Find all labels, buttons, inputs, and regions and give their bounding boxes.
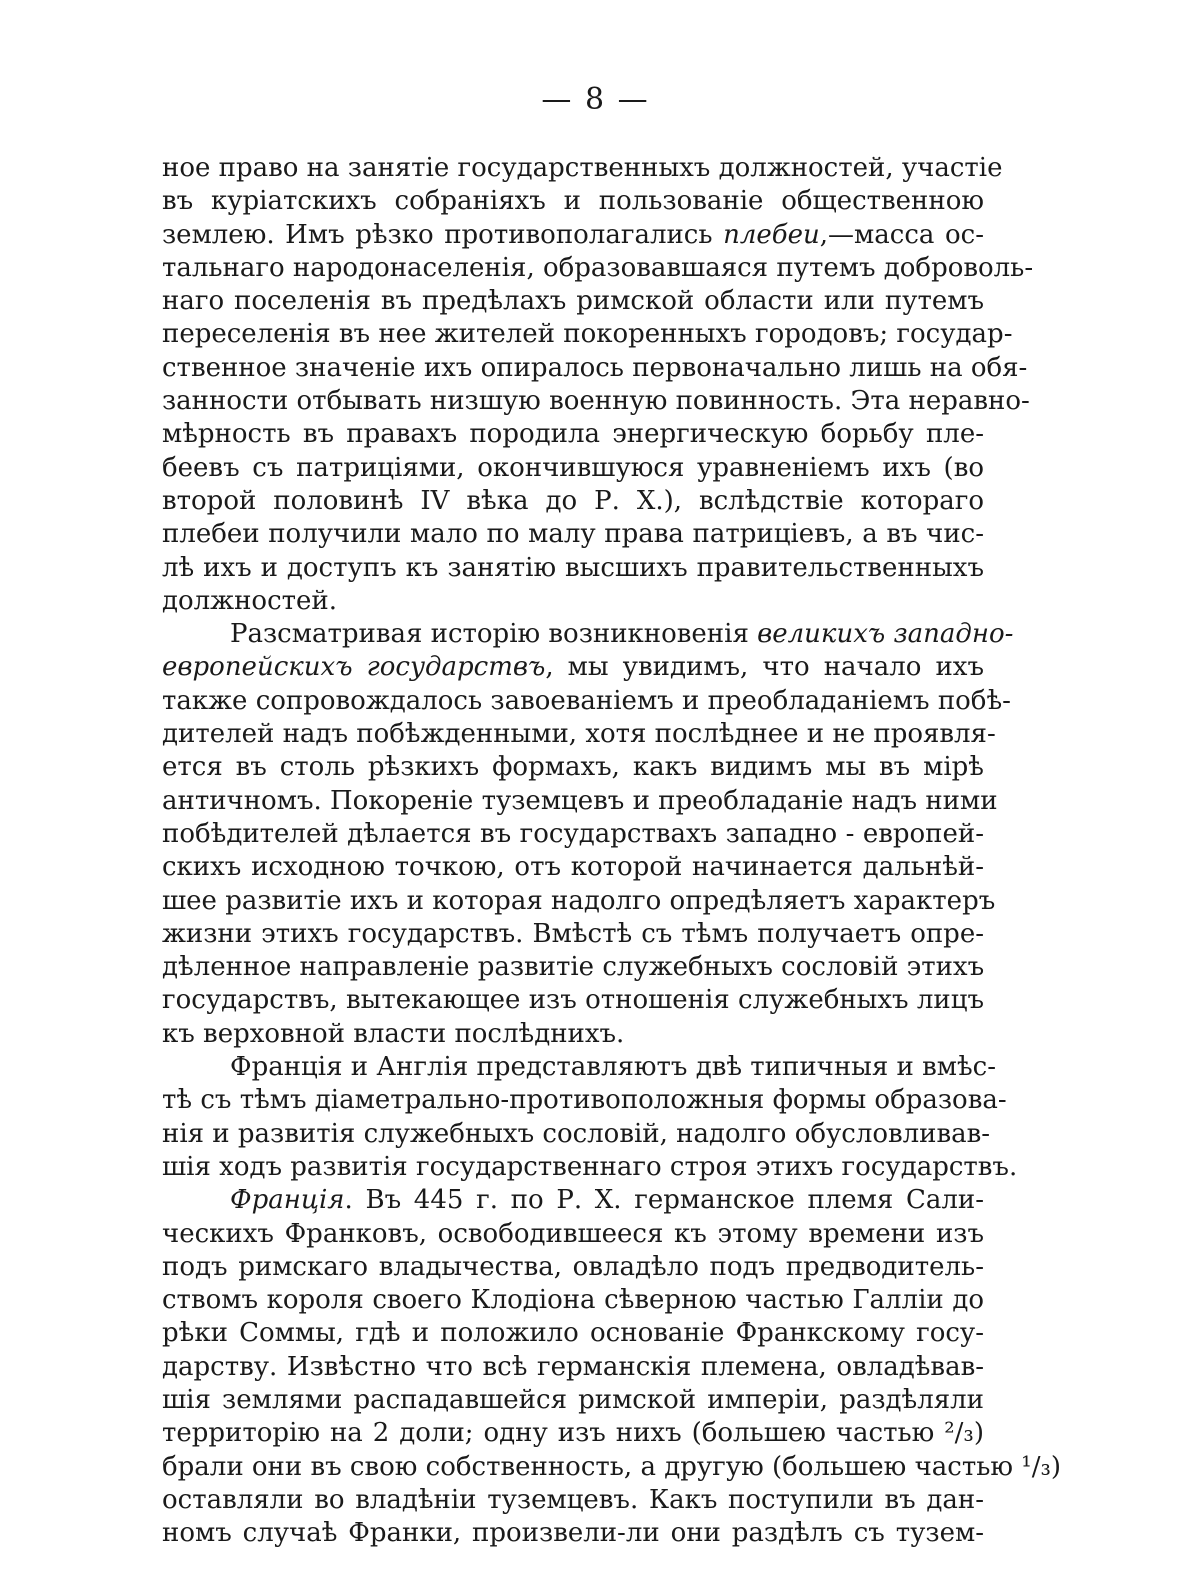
text-line <box>162 618 1014 651</box>
text-line <box>162 1051 997 1084</box>
text-line <box>162 1351 984 1384</box>
text-line <box>162 851 984 884</box>
text-line <box>162 552 984 585</box>
text-line <box>162 951 984 984</box>
text-segment: землею. Имъ рѣзко противополагались <box>162 219 724 250</box>
text-segment: , мы увидимъ, что начало ихъ <box>545 652 984 683</box>
text-line <box>162 1218 984 1251</box>
italic-text-segment: европейскихъ государствъ <box>162 652 546 683</box>
text-segment: плебеи получили мало по малу права патриціевъ, а въ чис- <box>162 519 984 550</box>
text-segment: Разсматривая исторію возникновенія <box>230 619 758 650</box>
text-segment: территорію на 2 доли; одну изъ нихъ (большею частью ²/₃) <box>162 1418 984 1449</box>
text-segment: къ верховной власти послѣднихъ. <box>162 1018 625 1049</box>
text-line <box>162 751 984 784</box>
italic-text-segment: Франція <box>230 1185 345 1216</box>
text-segment: жизни этихъ государствъ. Вмѣстѣ съ тѣмъ получаетъ опре- <box>162 918 984 949</box>
text-body <box>162 152 1062 1550</box>
text-segment: шія ходъ развитія государственнаго строя этихъ государствъ. <box>162 1151 1018 1182</box>
text-line <box>162 685 1011 718</box>
text-line <box>162 1018 984 1051</box>
text-segment: наго поселенія въ предѣлахъ римской области или путемъ <box>162 286 984 317</box>
text-segment: беевъ съ патриціями, окончившуюся уравненіемъ ихъ (во <box>162 452 984 483</box>
text-segment: побѣдителей дѣлается въ государствахъ западно - европей- <box>162 818 984 849</box>
text-line <box>162 518 984 551</box>
text-line <box>162 1484 984 1517</box>
text-segment: античномъ. Покореніе туземцевъ и преобладаніе надъ ними <box>162 785 998 816</box>
text-segment: занности отбывать низшую военную повинность. Эта неравно- <box>162 386 1030 417</box>
text-segment: переселенія въ нее жителей покоренныхъ городовъ; государ- <box>162 319 1013 350</box>
text-segment: нія и развитія служебныхъ сословій, надолго обусловливав- <box>162 1118 991 1149</box>
text-line <box>162 219 984 252</box>
italic-text-segment: плебеи <box>723 219 820 250</box>
text-line <box>162 485 984 518</box>
text-segment: подъ римскаго владычества, овладѣло подъ предводитель- <box>162 1251 984 1282</box>
text-segment: государствъ, вытекающее изъ отношенія служебныхъ лицъ <box>162 985 984 1016</box>
text-line <box>162 1284 984 1317</box>
text-segment: . Въ 445 г. по Р. Х. германское племя Сали- <box>344 1185 984 1216</box>
text-segment: дѣленное направленіе развитіе служебныхъ сословій этихъ <box>162 952 985 983</box>
text-segment: ется въ столь рѣзкихъ формахъ, какъ видимъ мы въ мірѣ <box>162 752 984 783</box>
text-line <box>162 385 1030 418</box>
text-segment: мѣрность въ правахъ породила энергическую борьбу пле- <box>162 419 984 450</box>
text-line <box>162 1517 984 1550</box>
text-line <box>162 318 1013 351</box>
text-segment: дарству. Извѣстно что всѣ германскія племена, овладѣвав- <box>162 1351 984 1382</box>
text-line <box>162 585 984 618</box>
text-line <box>162 352 1028 385</box>
text-segment: Франція и Англія представляютъ двѣ типичныя и вмѣс- <box>230 1052 997 1083</box>
text-segment: ческихъ Франковъ, освободившееся къ этому времени изъ <box>162 1218 984 1249</box>
text-line <box>162 285 984 318</box>
text-line <box>162 1384 984 1417</box>
text-segment: ,—масса ос- <box>819 219 984 250</box>
text-segment: тѣ съ тѣмъ діаметрально-противоположныя формы образова- <box>162 1085 1007 1116</box>
text-line <box>162 1084 1007 1117</box>
text-line <box>162 1317 984 1350</box>
text-line <box>162 252 1034 285</box>
text-line <box>162 718 996 751</box>
text-segment: скихъ исходною точкою, отъ которой начинается дальнѣй- <box>162 852 984 883</box>
text-segment: дителей надъ побѣжденными, хотя послѣднее и не проявля- <box>162 719 996 750</box>
text-line <box>162 984 984 1017</box>
text-segment: лѣ ихъ и доступъ къ занятію высшихъ правительственныхъ <box>162 552 984 583</box>
text-line <box>162 152 1003 185</box>
text-line <box>162 452 984 485</box>
text-line <box>162 185 984 218</box>
text-line <box>162 1151 1018 1184</box>
italic-text-segment: великихъ западно- <box>757 619 1014 650</box>
text-line <box>162 1118 991 1151</box>
text-line <box>162 785 998 818</box>
text-segment: шее развитіе ихъ и которая надолго опредѣляетъ характеръ <box>162 885 996 916</box>
text-segment: брали они въ свою собственность, а другую (большею частью ¹/₃) <box>162 1451 1062 1482</box>
text-segment: должностей. <box>162 585 338 616</box>
text-line <box>162 651 984 684</box>
text-line <box>162 918 984 951</box>
text-segment: ное право на занятіе государственныхъ должностей, участіе <box>162 153 1003 183</box>
text-segment: также сопровождалось завоеваніемъ и преобладаніемъ побѣ- <box>162 685 1011 716</box>
text-line <box>162 885 996 918</box>
page-number: — 8 — <box>541 82 650 117</box>
text-segment: въ куріатскихъ собраніяхъ и пользованіе общественною <box>162 186 984 217</box>
text-line <box>162 1184 984 1217</box>
text-segment: ственное значеніе ихъ опиралось первоначально лишь на обя- <box>162 352 1028 383</box>
text-line <box>162 1451 1062 1484</box>
text-line <box>162 1417 984 1450</box>
text-segment: второй половинѣ IV вѣка до Р. Х.), вслѣдствіе котораго <box>162 485 984 516</box>
text-line <box>162 1251 984 1284</box>
text-line <box>162 818 984 851</box>
text-segment: рѣки Соммы, гдѣ и положило основаніе Франкскому госу- <box>162 1318 984 1349</box>
text-segment: ствомъ короля своего Клодіона сѣверною частью Галліи до <box>162 1285 984 1316</box>
text-segment: тальнаго народонаселенія, образовавшаяся путемъ доброволь- <box>162 252 1034 283</box>
text-segment: шія землями распадавшейся римской имперіи, раздѣляли <box>162 1384 984 1415</box>
text-segment: оставляли во владѣніи туземцевъ. Какъ поступили въ дан- <box>162 1484 984 1515</box>
text-segment: номъ случаѣ Франки, произвели-ли они раздѣлъ съ тузем- <box>162 1518 984 1549</box>
text-line <box>162 418 984 451</box>
